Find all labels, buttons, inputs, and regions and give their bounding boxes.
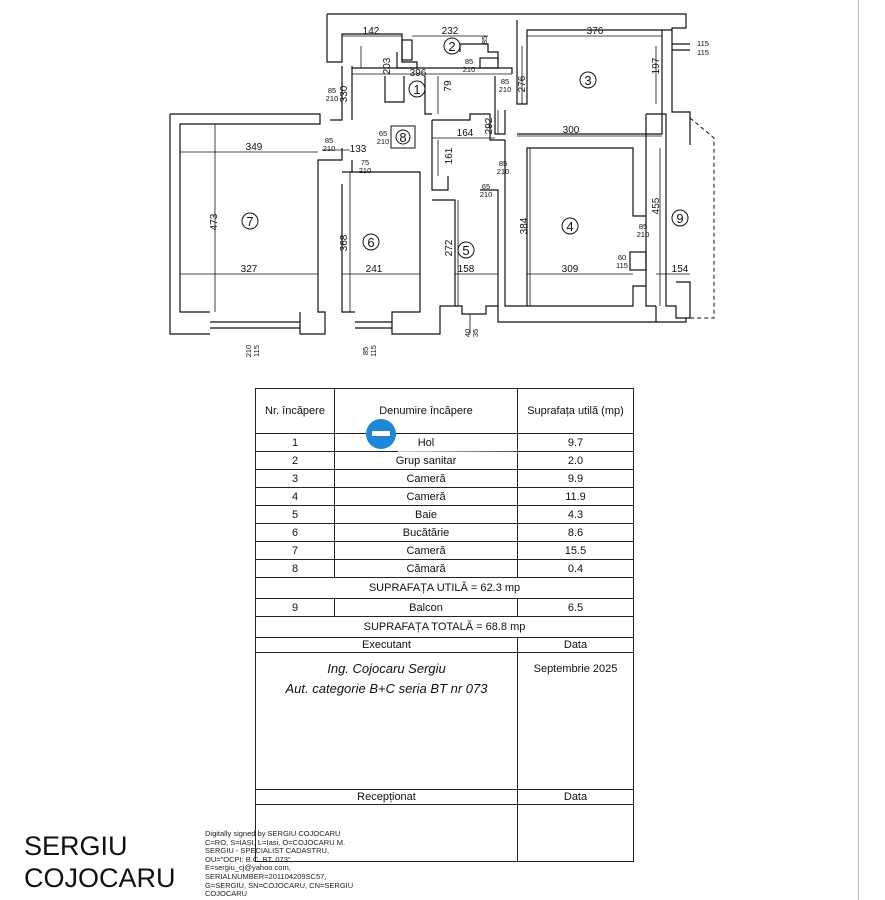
row-nr: 1 <box>256 434 335 452</box>
date-label: Data <box>518 638 634 653</box>
dim-396: 396 <box>409 68 427 79</box>
signature-line: Digitally signed by SERGIU COJOCARU <box>205 829 341 838</box>
dim-158: 158 <box>457 264 475 275</box>
row-area: 9.7 <box>518 434 634 452</box>
signature-line: E=sergiu_cj@yahoo.com, <box>205 863 291 873</box>
row-name: Baie <box>335 506 518 524</box>
table-row <box>256 599 634 617</box>
signature-line: SERGIU - SPECIALIST CADASTRU, <box>205 846 330 856</box>
opening-10-height: 210 <box>636 230 650 239</box>
opening-5-height: 210 <box>322 144 336 153</box>
room-number-8: 8 <box>399 130 407 145</box>
header-useful-area: Suprafața utilă (mp) <box>518 389 634 434</box>
dim-79: 79 <box>443 80 454 92</box>
executant-name: Ing. Cojocaru Sergiu <box>327 661 446 676</box>
useful-area-total: SUPRAFAȚA UTILĂ = 62.3 mp <box>256 578 634 599</box>
signature-line: C=RO, S=IAȘI, L=Iasi, O=COJOCARU M. <box>205 837 346 847</box>
opening-12-width: 115 <box>697 39 709 48</box>
opening-labels <box>244 36 709 357</box>
room-number-4: 4 <box>566 219 574 234</box>
room-number-1: 1 <box>413 82 421 97</box>
dim-161: 161 <box>444 147 455 165</box>
window-2-height: 115 <box>369 345 378 357</box>
floor-plan <box>0 0 860 370</box>
plan-walls <box>170 14 690 334</box>
window-1-height: 115 <box>252 345 261 357</box>
room-number-2: 2 <box>448 39 456 54</box>
executant-label: Executant <box>256 638 518 653</box>
window-1-width: 210 <box>244 344 253 358</box>
row-name: Hol <box>335 434 518 452</box>
opening-6-height: 210 <box>376 137 390 146</box>
row-name: Balcon <box>335 599 518 617</box>
rooms-table <box>255 388 634 862</box>
room-number-6: 6 <box>367 235 375 250</box>
opening-8-height: 210 <box>496 167 510 176</box>
row-area: 8.6 <box>518 524 634 542</box>
row-nr: 7 <box>256 542 335 560</box>
dim-164: 164 <box>456 128 474 139</box>
signature-first-name: SERGIU <box>24 831 128 861</box>
row-nr: 3 <box>256 470 335 488</box>
opening-10-width: 85 <box>638 222 648 231</box>
row-nr: 8 <box>256 560 335 578</box>
opening-7-width: 75 <box>360 158 370 167</box>
window-3-width: 40 <box>463 328 472 338</box>
receptionat-date-label: Data <box>518 790 634 805</box>
signature-line: G=SERGIU, SN=COJOCARU, CN=SERGIU <box>205 880 354 890</box>
dim-384: 384 <box>519 217 530 235</box>
room-number-7: 7 <box>246 214 254 229</box>
dim-309: 309 <box>561 264 579 275</box>
executant-date: Septembrie 2025 <box>533 663 618 675</box>
executant-date-cell <box>518 653 634 790</box>
row-nr: 4 <box>256 488 335 506</box>
opening-4-width: 85 <box>327 86 337 95</box>
receptionat-label: Recepționat <box>256 790 518 805</box>
opening-2-width: 85 <box>480 35 489 45</box>
opening-9-width: 65 <box>481 182 491 191</box>
signature-last-name: COJOCARU <box>24 863 176 893</box>
opening-1-height: 210 <box>462 65 476 74</box>
watermark-logo-icon <box>366 419 396 449</box>
dim-473: 473 <box>209 213 220 231</box>
vertical-dimension-labels <box>209 57 662 256</box>
row-nr: 5 <box>256 506 335 524</box>
opening-8-width: 85 <box>498 159 508 168</box>
watermark-overlay <box>398 448 518 454</box>
opening-4-height: 210 <box>325 94 339 103</box>
dim-455: 455 <box>651 197 662 215</box>
table-row <box>256 488 634 506</box>
table-row <box>256 506 634 524</box>
dim-330: 330 <box>339 85 350 103</box>
signature-line: OU="OCPI: B.C. BT. 073", <box>205 854 293 864</box>
window-2-width: 85 <box>361 346 370 356</box>
row-area: 11.9 <box>518 488 634 506</box>
dimension-lines <box>180 36 690 334</box>
dim-241: 241 <box>365 264 383 275</box>
table-row <box>256 542 634 560</box>
row-name: Cameră <box>335 470 518 488</box>
opening-7-height: 210 <box>358 166 372 175</box>
row-area: 15.5 <box>518 542 634 560</box>
row-nr: 6 <box>256 524 335 542</box>
row-area: 2.0 <box>518 452 634 470</box>
row-nr: 9 <box>256 599 335 617</box>
executant-cell <box>256 653 518 790</box>
signature-name <box>24 830 176 894</box>
executant-authorization: Aut. categorie B+C seria BT nr 073 <box>285 681 488 696</box>
room-number-9: 9 <box>676 211 684 226</box>
row-area: 4.3 <box>518 506 634 524</box>
opening-3-width: 85 <box>500 77 510 86</box>
dim-232: 232 <box>441 26 459 37</box>
row-name: Cameră <box>335 488 518 506</box>
table-row <box>256 560 634 578</box>
dim-300: 300 <box>562 125 580 136</box>
dim-368: 368 <box>339 234 350 252</box>
opening-9-height: 210 <box>479 190 493 199</box>
row-name: Cameră <box>335 542 518 560</box>
receptionat-date-cell <box>518 805 634 862</box>
table-row <box>256 524 634 542</box>
dim-133: 133 <box>349 144 367 155</box>
opening-12-height: 115 <box>697 48 709 57</box>
row-area: 6.5 <box>518 599 634 617</box>
dim-142: 142 <box>362 26 380 37</box>
balcony-outline <box>690 118 714 318</box>
row-name: Grup sanitar <box>335 452 518 470</box>
room-number-3: 3 <box>584 73 592 88</box>
opening-6-width: 65 <box>378 129 388 138</box>
dim-292: 292 <box>484 117 495 135</box>
room-number-5: 5 <box>462 243 470 258</box>
total-area: SUPRAFAȚA TOTALĂ = 68.8 mp <box>256 617 634 638</box>
dim-203: 203 <box>382 57 393 75</box>
dim-376: 376 <box>586 26 604 37</box>
window-3-height: 35 <box>471 328 480 338</box>
dim-154: 154 <box>671 264 689 275</box>
opening-3-height: 210 <box>498 85 512 94</box>
opening-5-width: 85 <box>324 136 334 145</box>
row-name: Bucătărie <box>335 524 518 542</box>
opening-11-height: 115 <box>616 261 628 270</box>
row-nr: 2 <box>256 452 335 470</box>
dim-197: 197 <box>651 57 662 75</box>
table-row <box>256 452 634 470</box>
dim-272: 272 <box>444 239 455 257</box>
header-room-name: Denumire încăpere <box>335 389 518 434</box>
digital-signature-details <box>205 830 435 899</box>
table-row <box>256 470 634 488</box>
row-area: 9.9 <box>518 470 634 488</box>
row-name: Cămară <box>335 560 518 578</box>
row-area: 0.4 <box>518 560 634 578</box>
header-room-number: Nr. încăpere <box>256 389 335 434</box>
dim-327: 327 <box>240 264 258 275</box>
opening-1-width: 85 <box>464 57 474 66</box>
signature-line: COJOCARU <box>205 889 248 899</box>
dim-276: 276 <box>517 75 528 93</box>
signature-line: SERIALNUMBER=201104209SC57, <box>205 871 327 881</box>
opening-11-width: 60 <box>617 253 627 262</box>
dim-349: 349 <box>245 142 263 153</box>
